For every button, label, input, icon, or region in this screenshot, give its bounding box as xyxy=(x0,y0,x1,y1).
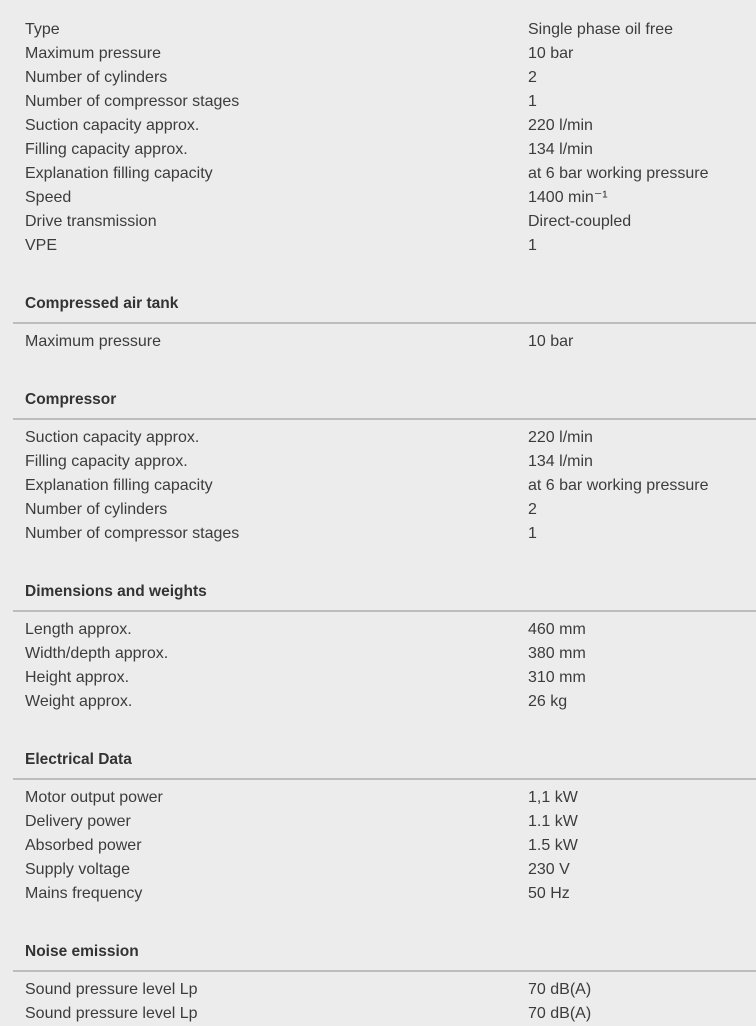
spec-row xyxy=(13,330,756,354)
spec-row xyxy=(13,90,756,114)
spec-row xyxy=(13,522,756,546)
spec-label: Width/depth approx. xyxy=(25,645,169,662)
section-heading xyxy=(13,714,756,780)
spec-value: 1400 min⁻¹ xyxy=(528,189,608,206)
spec-label: Speed xyxy=(25,189,72,206)
section-heading xyxy=(13,546,756,612)
spec-label: Suction capacity approx. xyxy=(25,117,200,134)
spec-value: at 6 bar working pressure xyxy=(528,165,709,182)
spec-label: Delivery power xyxy=(25,813,131,830)
general-specs xyxy=(13,18,756,258)
spec-label: Maximum pressure xyxy=(25,45,162,62)
section-title: Noise emission xyxy=(25,943,139,960)
section-title: Compressed air tank xyxy=(25,295,179,312)
spec-value: 134 l/min xyxy=(528,141,593,158)
spec-value: 2 xyxy=(528,69,537,86)
section-heading xyxy=(13,906,756,972)
spec-row xyxy=(13,978,756,1002)
spec-value: 1.5 kW xyxy=(528,837,578,854)
spec-row xyxy=(13,426,756,450)
spec-value: 380 mm xyxy=(528,645,586,662)
spec-row xyxy=(13,138,756,162)
spec-row xyxy=(13,450,756,474)
section-noise-emission xyxy=(13,906,756,1026)
spec-value: 70 dB(A) xyxy=(528,1005,592,1022)
spec-label: Filling capacity approx. xyxy=(25,453,188,470)
spec-value: 1,1 kW xyxy=(528,789,578,806)
section-title: Dimensions and weights xyxy=(25,583,207,600)
spec-row xyxy=(13,42,756,66)
spec-row xyxy=(13,882,756,906)
spec-label: Supply voltage xyxy=(25,861,130,878)
spec-value: 70 dB(A) xyxy=(528,981,592,998)
spec-value: 134 l/min xyxy=(528,453,593,470)
spec-label: Height approx. xyxy=(25,669,130,686)
spec-value: 1 xyxy=(528,525,537,542)
spec-label: Sound pressure level Lp xyxy=(25,981,198,998)
spec-row xyxy=(13,66,756,90)
spec-label: Explanation filling capacity xyxy=(25,477,213,494)
spec-label: Type xyxy=(25,21,60,38)
spec-label: Number of cylinders xyxy=(25,501,168,518)
spec-label: Motor output power xyxy=(25,789,163,806)
section-compressed-air-tank xyxy=(13,258,756,354)
spec-label: Filling capacity approx. xyxy=(25,141,188,158)
spec-label: Number of compressor stages xyxy=(25,525,240,542)
section-heading xyxy=(13,354,756,420)
spec-row xyxy=(13,210,756,234)
spec-row xyxy=(13,618,756,642)
spec-label: Suction capacity approx. xyxy=(25,429,200,446)
spec-label: Mains frequency xyxy=(25,885,143,902)
spec-label: Weight approx. xyxy=(25,693,133,710)
section-dimensions-and-weights xyxy=(13,546,756,714)
spec-value: 220 l/min xyxy=(528,429,593,446)
spec-row xyxy=(13,690,756,714)
spec-label: Sound pressure level Lp xyxy=(25,1005,198,1022)
spec-value: 50 Hz xyxy=(528,885,570,902)
spec-label: Length approx. xyxy=(25,621,132,638)
spec-row xyxy=(13,666,756,690)
spec-value: 310 mm xyxy=(528,669,586,686)
spec-row xyxy=(13,162,756,186)
spec-value: 1 xyxy=(528,237,537,254)
spec-row xyxy=(13,114,756,138)
spec-row xyxy=(13,1002,756,1026)
spec-value: 26 kg xyxy=(528,693,568,710)
spec-row xyxy=(13,186,756,210)
spec-value: Direct-coupled xyxy=(528,213,632,230)
spec-value: at 6 bar working pressure xyxy=(528,477,709,494)
spec-label: Drive transmission xyxy=(25,213,157,230)
spec-label: VPE xyxy=(25,237,58,254)
spec-value: Single phase oil free xyxy=(528,21,673,38)
spec-label: Number of compressor stages xyxy=(25,93,240,110)
spec-row xyxy=(13,18,756,42)
spec-label: Maximum pressure xyxy=(25,333,162,350)
section-electrical-data xyxy=(13,714,756,906)
spec-row xyxy=(13,474,756,498)
spec-value: 10 bar xyxy=(528,45,574,62)
spec-value: 2 xyxy=(528,501,537,518)
spec-value: 220 l/min xyxy=(528,117,593,134)
spec-value: 1.1 kW xyxy=(528,813,578,830)
spec-row xyxy=(13,498,756,522)
spec-value: 1 xyxy=(528,93,537,110)
spec-value: 230 V xyxy=(528,861,570,878)
spec-label: Explanation filling capacity xyxy=(25,165,213,182)
spec-row xyxy=(13,786,756,810)
spec-value: 10 bar xyxy=(528,333,574,350)
section-title: Electrical Data xyxy=(25,751,132,768)
section-title: Compressor xyxy=(25,391,117,408)
spec-row xyxy=(13,642,756,666)
section-compressor xyxy=(13,354,756,546)
spec-row xyxy=(13,834,756,858)
spec-row xyxy=(13,234,756,258)
section-heading xyxy=(13,258,756,324)
spec-label: Absorbed power xyxy=(25,837,142,854)
spec-row xyxy=(13,810,756,834)
spec-value: 460 mm xyxy=(528,621,586,638)
spec-label: Number of cylinders xyxy=(25,69,168,86)
spec-row xyxy=(13,858,756,882)
spec-table xyxy=(13,18,756,1026)
